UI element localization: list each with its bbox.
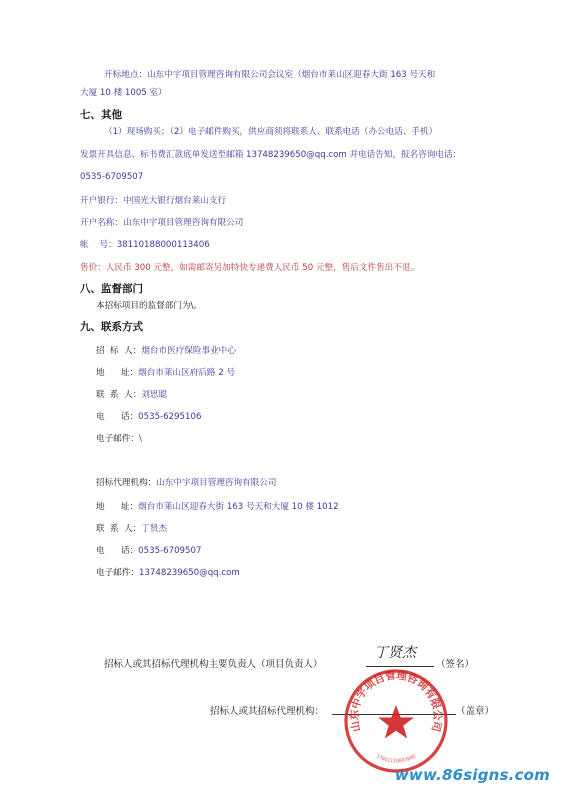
seal-number: 37061110093806 bbox=[374, 753, 418, 765]
account-name-row bbox=[80, 218, 243, 229]
section7-heading: 七、其他 bbox=[80, 109, 122, 121]
tenderer-email-value: \ bbox=[138, 434, 142, 444]
svg-text:37061110093806 bbox=[375, 753, 417, 764]
tenderer-address-row bbox=[96, 368, 235, 379]
seal-text: 山东中宇项目管理咨询有限公司 bbox=[348, 669, 444, 733]
tenderer-email-label: 电子邮件： bbox=[96, 434, 139, 444]
sign-suffix: （签名） bbox=[436, 659, 475, 670]
agency-contact-value: 丁贤杰 bbox=[141, 524, 168, 534]
price-line: 售价：人民币 300 元整，如需邮寄另加特快专递费人民币 50 元整，售后文件售出不退。 bbox=[80, 263, 420, 273]
tenderer-contact-row bbox=[96, 390, 167, 401]
tenderer-email-row bbox=[96, 434, 142, 445]
tenderer-value: 烟台市医疗保险事业中心 bbox=[141, 346, 236, 356]
open-location-line-1: 开标地点：山东中宇项目管理咨询有限公司会议室（烟台市莱山区迎春大街 163 号天和 bbox=[104, 70, 436, 80]
tenderer-phone-value: 0535-6295106 bbox=[138, 412, 202, 422]
agency-email-row bbox=[96, 568, 240, 579]
agency-contact-label: 联 系 人： bbox=[96, 524, 142, 534]
bank-row bbox=[80, 196, 226, 207]
handwritten-signature: 丁贤杰 bbox=[374, 645, 416, 661]
bank-value: 中国光大银行烟台莱山支行 bbox=[122, 196, 227, 206]
tenderer-contact-label: 联 系 人： bbox=[96, 390, 142, 400]
tenderer-address-value: 烟台市莱山区府后路 2 号 bbox=[138, 368, 236, 378]
tenderer-phone-label: 电 话： bbox=[96, 412, 139, 422]
agency-value: 山东中宇项目管理咨询有限公司 bbox=[156, 478, 277, 488]
official-seal-icon bbox=[342, 667, 450, 775]
section7-line-1: （1）现场购买；（2）电子邮件购买，供应商须将联系人、联系电话（办公电话、手机） bbox=[104, 127, 438, 137]
agency-address-value: 烟台市莱山区迎春大街 163 号天和大厦 10 楼 1012 bbox=[138, 502, 339, 512]
tenderer-contact-value: 刘思聪 bbox=[141, 390, 168, 400]
account-name-label: 开户名称： bbox=[80, 218, 123, 228]
agency-address-row bbox=[96, 502, 339, 513]
section8-heading: 八、监督部门 bbox=[80, 283, 143, 295]
section9-heading: 九、联系方式 bbox=[80, 321, 143, 333]
account-no-label: 帐 号： bbox=[80, 240, 117, 250]
agency-label: 招标代理机构： bbox=[96, 478, 157, 488]
account-no-row bbox=[80, 240, 210, 251]
agency-phone-row bbox=[96, 546, 201, 557]
agency-phone-label: 电 话： bbox=[96, 546, 139, 556]
agency-email-label: 电子邮件： bbox=[96, 568, 139, 578]
signatory-label: 招标人或其招标代理机构主要负责人（项目负责人） bbox=[104, 659, 323, 670]
section7-line-3: 0535-6709507 bbox=[80, 172, 144, 182]
seal-suffix: （盖章） bbox=[456, 706, 495, 717]
agency-phone-value: 0535-6709507 bbox=[138, 546, 202, 556]
bank-label: 开户银行： bbox=[80, 196, 123, 206]
tenderer-address-label: 地 址： bbox=[96, 368, 139, 378]
section7-line-2: 发票开具信息、标书费汇款底单发送至邮箱 13748239650@qq.com 并电话告知，报名咨询电话： bbox=[80, 150, 462, 160]
account-no-value: 38110188000113406 bbox=[116, 240, 210, 250]
seal-party-label: 招标人或其招标代理机构： bbox=[210, 706, 325, 717]
agency-contact-row bbox=[96, 524, 167, 535]
agency-address-label: 地 址： bbox=[96, 502, 139, 512]
section8-line-1: 本招标项目的监督部门为\。 bbox=[96, 301, 203, 311]
tenderer-label: 招 标 人： bbox=[96, 346, 142, 356]
seal-star-icon bbox=[378, 705, 414, 739]
watermark: www.86signs.com bbox=[394, 766, 550, 784]
open-location-line-2: 大厦 10 楼 1005 室） bbox=[80, 88, 167, 98]
agency-email-value: 13748239650@qq.com bbox=[138, 568, 240, 578]
tenderer-row bbox=[96, 346, 236, 357]
agency-row bbox=[96, 478, 277, 489]
account-name-value: 山东中宇项目管理咨询有限公司 bbox=[122, 218, 244, 228]
tenderer-phone-row bbox=[96, 412, 201, 423]
